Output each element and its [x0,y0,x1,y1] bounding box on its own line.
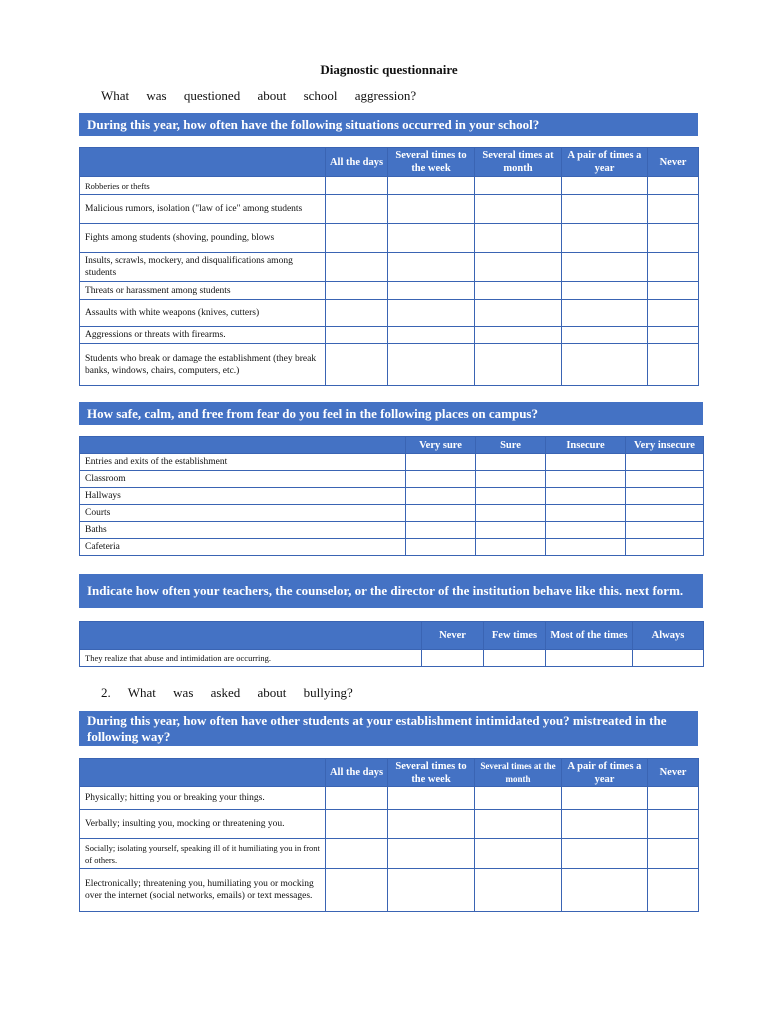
answer-cell[interactable] [475,810,562,839]
answer-cell[interactable] [475,224,562,253]
header-col: Most of the times [546,622,633,650]
answer-cell[interactable] [406,522,476,539]
answer-cell[interactable] [326,839,388,869]
answer-cell[interactable] [422,650,484,667]
row-label: Assaults with white weapons (knives, cutters) [80,300,326,327]
answer-cell[interactable] [546,488,626,505]
row-label: Robberies or thefts [80,177,326,195]
header-blank [80,622,422,650]
answer-cell[interactable] [388,839,475,869]
answer-cell[interactable] [326,177,388,195]
bullying-table [79,758,699,912]
answer-cell[interactable] [476,488,546,505]
answer-cell[interactable] [476,522,546,539]
question-1: What was questioned about school aggression? [101,88,417,103]
answer-cell[interactable] [546,539,626,556]
row-label: Fights among students (shoving, pounding, blows [80,224,326,253]
answer-cell[interactable] [406,471,476,488]
header-col: A pair of times a year [562,148,648,177]
answer-cell[interactable] [546,650,633,667]
answer-cell[interactable] [648,810,699,839]
answer-cell[interactable] [475,177,562,195]
answer-cell[interactable] [562,787,648,810]
answer-cell[interactable] [562,177,648,195]
row-label: Baths [80,522,406,539]
section-4-banner: During this year, how often have other students at your establishment intimidated you? mistreated in the following way? [79,711,698,746]
row-label: Socially; isolating yourself, speaking ill of it humiliating you in front of others. [80,839,326,869]
header-col: All the days [326,148,388,177]
answer-cell[interactable] [633,650,704,667]
answer-cell[interactable] [648,839,699,869]
document-title: Diagnostic questionnaire [320,62,458,77]
answer-cell[interactable] [562,195,648,224]
section-2-banner: How safe, calm, and free from fear do you feel in the following places on campus? [79,402,703,425]
answer-cell[interactable] [406,505,476,522]
answer-cell[interactable] [388,869,475,912]
row-label: Electronically; threatening you, humiliating you or mocking over the internet (social networks, emails) or text messages. [80,869,326,912]
answer-cell[interactable] [562,224,648,253]
answer-cell[interactable] [475,869,562,912]
header-col: Insecure [546,437,626,454]
answer-cell[interactable] [546,471,626,488]
answer-cell[interactable] [546,505,626,522]
answer-cell[interactable] [326,195,388,224]
answer-cell[interactable] [476,471,546,488]
header-blank [80,437,406,454]
answer-cell[interactable] [326,810,388,839]
answer-cell[interactable] [562,344,648,386]
answer-cell[interactable] [475,839,562,869]
header-col: Never [648,148,699,177]
question-2 [101,685,353,701]
answer-cell[interactable] [388,810,475,839]
answer-cell[interactable] [326,224,388,253]
answer-cell[interactable] [626,454,704,471]
answer-cell[interactable] [626,505,704,522]
answer-cell[interactable] [475,787,562,810]
answer-cell[interactable] [388,224,475,253]
answer-cell[interactable] [475,327,562,344]
header-blank [80,148,326,177]
answer-cell[interactable] [562,327,648,344]
answer-cell[interactable] [326,869,388,912]
header-col: Sure [476,437,546,454]
answer-cell[interactable] [648,787,699,810]
answer-cell[interactable] [546,522,626,539]
row-label: Verbally; insulting you, mocking or threatening you. [80,810,326,839]
header-col: Very insecure [626,437,704,454]
situations-table [79,147,699,386]
answer-cell[interactable] [388,177,475,195]
staff-behavior-table [79,621,704,667]
row-label: Classroom [80,471,406,488]
answer-cell[interactable] [562,282,648,300]
answer-cell[interactable] [476,539,546,556]
answer-cell[interactable] [326,300,388,327]
answer-cell[interactable] [475,282,562,300]
row-label: Threats or harassment among students [80,282,326,300]
answer-cell[interactable] [406,488,476,505]
answer-cell[interactable] [626,471,704,488]
question-2-text: What was asked about bullying? [127,685,353,700]
answer-cell[interactable] [476,454,546,471]
answer-cell[interactable] [326,327,388,344]
answer-cell[interactable] [475,195,562,224]
header-col: Several times at month [475,148,562,177]
answer-cell[interactable] [562,869,648,912]
header-col: A pair of times a year [562,759,648,787]
header-col: All the days [326,759,388,787]
row-label: Cafeteria [80,539,406,556]
row-label: Malicious rumors, isolation ("law of ice" among students [80,195,326,224]
answer-cell[interactable] [626,539,704,556]
row-label: They realize that abuse and intimidation are occurring. [80,650,422,667]
answer-cell[interactable] [562,839,648,869]
header-col: Never [648,759,699,787]
answer-cell[interactable] [406,539,476,556]
answer-cell[interactable] [388,787,475,810]
header-col: Several times at the month [475,759,562,787]
row-label: Courts [80,505,406,522]
answer-cell[interactable] [562,810,648,839]
answer-cell[interactable] [388,300,475,327]
header-col: Several times to the week [388,148,475,177]
answer-cell[interactable] [475,344,562,386]
answer-cell[interactable] [648,177,699,195]
answer-cell[interactable] [326,787,388,810]
answer-cell[interactable] [626,488,704,505]
answer-cell[interactable] [648,253,699,282]
row-label: Hallways [80,488,406,505]
answer-cell[interactable] [326,253,388,282]
answer-cell[interactable] [388,282,475,300]
row-label: Entries and exits of the establishment [80,454,406,471]
answer-cell[interactable] [484,650,546,667]
places-table [79,436,704,556]
answer-cell[interactable] [546,454,626,471]
header-col: Few times [484,622,546,650]
row-label: Insults, scrawls, mockery, and disqualifications among students [80,253,326,282]
answer-cell[interactable] [326,344,388,386]
row-label: Students who break or damage the establishment (they break banks, windows, chairs, computers, etc.) [80,344,326,386]
header-col: Never [422,622,484,650]
answer-cell[interactable] [648,344,699,386]
answer-cell[interactable] [648,282,699,300]
answer-cell[interactable] [626,522,704,539]
header-blank [80,759,326,787]
header-col: Several times to the week [388,759,475,787]
row-label: Physically; hitting you or breaking your things. [80,787,326,810]
answer-cell[interactable] [388,327,475,344]
question-2-number: 2. [101,685,111,700]
answer-cell[interactable] [648,869,699,912]
answer-cell[interactable] [475,300,562,327]
answer-cell[interactable] [648,195,699,224]
answer-cell[interactable] [388,195,475,224]
header-col: Very sure [406,437,476,454]
answer-cell[interactable] [648,327,699,344]
answer-cell[interactable] [648,300,699,327]
row-label: Aggressions or threats with firearms. [80,327,326,344]
section-3-banner: Indicate how often your teachers, the counselor, or the director of the institution behave like this. next form. [79,574,703,608]
answer-cell[interactable] [476,505,546,522]
header-col: Always [633,622,704,650]
answer-cell[interactable] [648,224,699,253]
answer-cell[interactable] [326,282,388,300]
answer-cell[interactable] [388,344,475,386]
section-1-banner: During this year, how often have the following situations occurred in your school? [79,113,698,136]
answer-cell[interactable] [388,253,475,282]
answer-cell[interactable] [475,253,562,282]
answer-cell[interactable] [562,300,648,327]
answer-cell[interactable] [406,454,476,471]
answer-cell[interactable] [562,253,648,282]
